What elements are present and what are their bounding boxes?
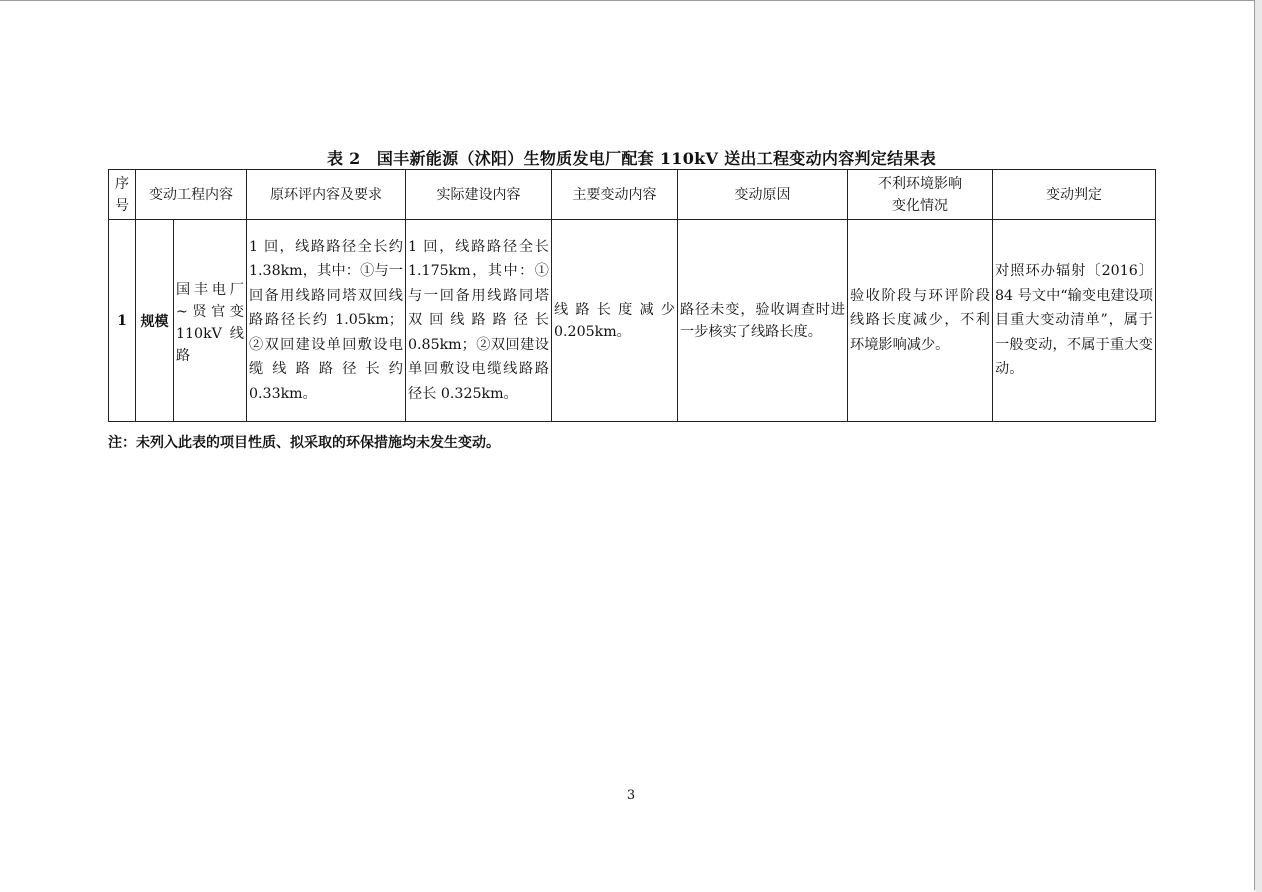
- cell-actual: 1 回，线路路径全长 1.175km，其中：①与一回备用线路同塔双回线路路径长0.85km；②双回建设单回敷设电缆线路路径长 0.325km。: [406, 220, 552, 422]
- page-edge: [1255, 0, 1262, 892]
- header-env-change: [848, 170, 993, 220]
- change-judgement-table: [108, 169, 1156, 422]
- cell-main-change: 线路长度减少0.205km。: [552, 220, 678, 422]
- header-reason: 变动原因: [678, 170, 848, 220]
- cell-original: 1 回，线路路径全长约 1.38km，其中：①与一回备用线路同塔双回线路路径长约 1.05km；②双回建设单回敷设电缆线路路径长约 0.33km。: [247, 220, 406, 422]
- table-row: [109, 220, 1156, 422]
- cell-env-change: 验收阶段与环评阶段线路长度减少，不利环境影响减少。: [848, 220, 993, 422]
- header-project: 变动工程内容: [136, 170, 247, 220]
- table-note: 注：未列入此表的项目性质、拟采取的环保措施均未发生变动。: [108, 435, 500, 451]
- page-number: 3: [626, 788, 636, 803]
- header-env-line2: 变化情况: [892, 197, 948, 214]
- header-seq: 序号: [109, 170, 136, 220]
- cell-judgement: 对照环办辐射〔2016〕84 号文中“输变电建设项目重大变动清单”，属于一般变动，不属于重大变动。: [993, 220, 1156, 422]
- header-actual: 实际建设内容: [406, 170, 552, 220]
- header-judgement: 变动判定: [993, 170, 1156, 220]
- header-original: 原环评内容及要求: [247, 170, 406, 220]
- cell-seq: 1: [109, 220, 136, 422]
- cell-project: 国丰电厂~贤官变110kV 线路: [174, 220, 247, 422]
- table-title: 表 2 国丰新能源（沭阳）生物质发电厂配套 110kV 送出工程变动内容判定结果表: [326, 149, 937, 168]
- header-env-line1: 不利环境影响: [878, 175, 962, 192]
- cell-category: 规模: [136, 220, 174, 422]
- table-header-row: [109, 170, 1156, 220]
- cell-reason: 路径未变，验收调查时进一步核实了线路长度。: [678, 220, 848, 422]
- header-main-change: 主要变动内容: [552, 170, 678, 220]
